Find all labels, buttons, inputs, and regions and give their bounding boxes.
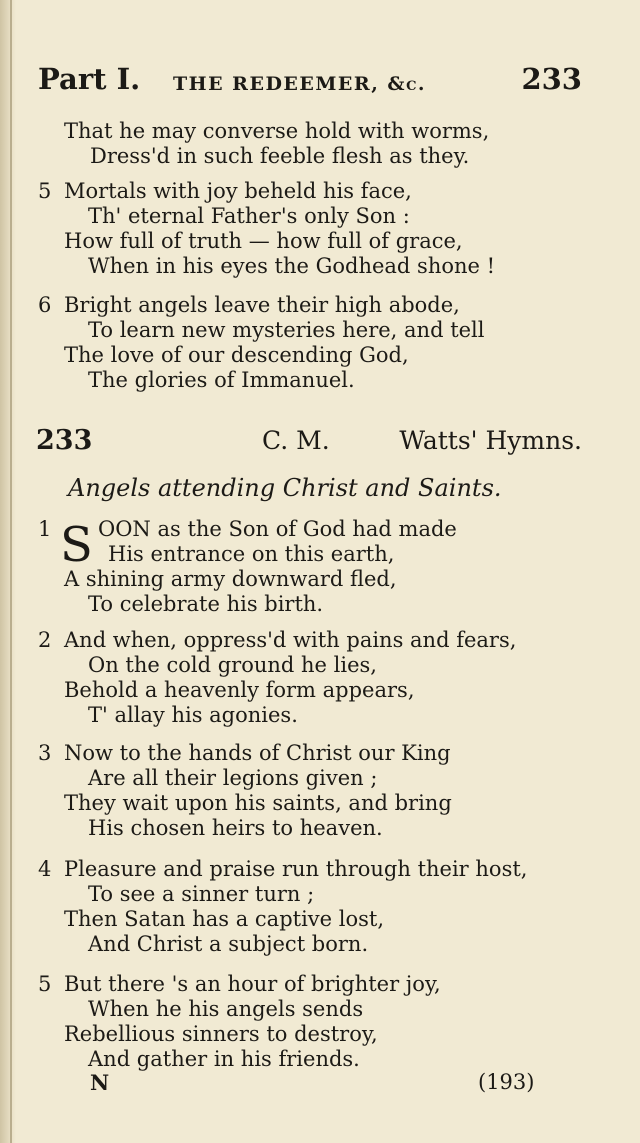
verse-line: Pleasure and praise run through their host, [64,857,528,881]
drop-cap: S [60,517,93,573]
verse-line: To celebrate his birth. [88,592,324,616]
footer-page-number: (193) [478,1070,535,1094]
verse-line: T' allay his agonies. [88,703,298,727]
verse-line: Now to the hands of Christ our King [64,741,451,765]
verse-line: When he his angels sends [88,997,364,1021]
stanza-number: 2 [38,628,52,652]
verse-line: On the cold ground he lies, [88,653,377,677]
verse-line: Dress'd in such feeble flesh as they. [90,144,470,168]
verse-line: And Christ a subject born. [88,932,369,956]
page-gutter-line [10,0,12,1143]
stanza-number: 6 [38,293,52,317]
hymn-meter: C. M. [262,426,330,455]
verse-line: OON as the Son of God had made [98,517,457,541]
verse-line: Rebellious sinners to destroy, [64,1022,378,1046]
verse-line: That he may converse hold with worms, [64,119,490,143]
verse-line: When in his eyes the Godhead shone ! [88,254,496,278]
hymn-header [36,425,582,461]
verse-line: They wait upon his saints, and bring [64,791,452,815]
verse-line: To see a sinner turn ; [88,882,315,906]
running-head-title: THE REDEEMER, &c. [173,73,427,95]
stanza-number: 5 [38,972,52,996]
verse-line: His entrance on this earth, [108,542,395,566]
verse-line: His chosen heirs to heaven. [88,816,383,840]
verse-line: Then Satan has a captive lost, [64,907,385,931]
running-head-part: Part I. [38,62,141,96]
verse-line: Are all their legions given ; [88,766,378,790]
hymn-source: Watts' Hymns. [399,426,582,455]
verse-line: Behold a heavenly form appears, [64,678,415,702]
stanza-number: 4 [38,857,52,881]
page-spine-shadow [0,0,16,1143]
verse-line: Bright angels leave their high abode, [64,293,460,317]
signature-mark: N [90,1070,110,1095]
verse-line: And gather in his friends. [88,1047,360,1071]
verse-line: But there 's an hour of brighter joy, [64,972,441,996]
verse-line: And when, oppress'd with pains and fears, [64,628,517,652]
stanza-number: 5 [38,179,52,203]
verse-line: The glories of Immanuel. [88,368,355,392]
hymn-number: 233 [36,425,93,456]
verse-line: Mortals with joy beheld his face, [64,179,412,203]
verse-line: A shining army downward fled, [64,567,397,591]
stanza-number: 1 [38,517,52,541]
hymn-subject: Angels attending Christ and Saints. [68,474,502,502]
verse-line: How full of truth — how full of grace, [64,229,463,253]
verse-line: Th' eternal Father's only Son : [88,204,410,228]
verse-line: The love of our descending God, [64,343,409,367]
stanza-number: 3 [38,741,52,765]
running-head-page-number: 233 [521,62,582,96]
running-head [38,62,582,102]
verse-line: To learn new mysteries here, and tell [88,318,485,342]
